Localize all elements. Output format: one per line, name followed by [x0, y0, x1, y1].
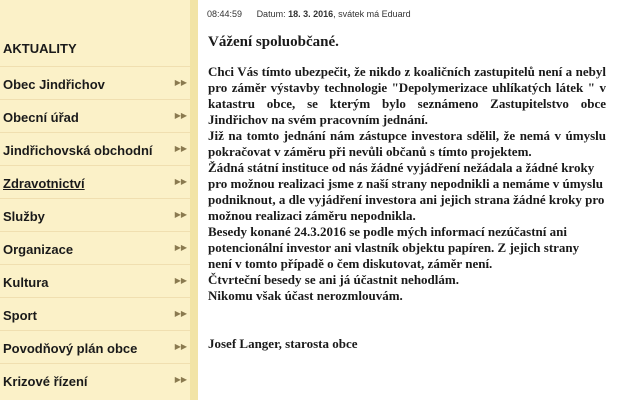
sidebar-item-jindrichovska-obchodni[interactable] [0, 132, 190, 165]
double-arrow-icon: ▶▶ [174, 375, 187, 384]
sidebar-item-label: Sport [3, 308, 37, 323]
date-time-bar [207, 9, 411, 19]
sidebar-item-organizace[interactable] [0, 231, 190, 264]
sidebar-item-kultura[interactable] [0, 264, 190, 297]
article-paragraph: Již na tomto jednání nám zástupce investora sdělil, že nemá v úmyslu pokračovat v záměru při nevůli občanů s tímto projektem. [208, 128, 606, 159]
article-paragraph: Besedy konané 24.3.2016 se podle mých informací nezúčastní ani potencionální investor ani vlastník objektu papíren. Z jejich strany není v tomto případě o čem diskutovat, záměr není. [208, 224, 580, 271]
double-arrow-icon: ▶▶ [174, 210, 187, 219]
sidebar-divider [190, 0, 198, 400]
double-arrow-icon: ▶▶ [174, 342, 187, 351]
article-heading: Vážení spoluobčané. [208, 34, 339, 50]
sidebar-item-label: Jindřichovská obchodní [3, 143, 153, 158]
sidebar-item-label: Obecní úřad [3, 110, 79, 125]
sidebar [0, 0, 190, 400]
sidebar-item-label: Kultura [3, 275, 49, 290]
double-arrow-icon: ▶▶ [174, 177, 187, 186]
sidebar-item-label: Obec Jindřichov [3, 77, 105, 92]
sidebar-item-krizove-rizeni[interactable] [0, 363, 190, 396]
sidebar-heading: AKTUALITY [3, 41, 77, 56]
sidebar-item-sluzby[interactable] [0, 198, 190, 231]
sidebar-item-label: Krizové řízení [3, 374, 88, 389]
article-paragraph: Chci Vás tímto ubezpečit, že nikdo z koaličních zastupitelů není a nebyl pro záměr výstavby technologie "Depolymerizace uhlíkatých látek " v katastru obce, se kterým bylo seznámeno Zastupitelstvo obce Jindřichov na svém pracovním jednání. [208, 64, 606, 127]
date-value: 18. 3. 2016 [288, 9, 334, 19]
article-paragraph: Čtvrteční besedy se ani já účastnit nehodlám. [208, 272, 459, 287]
clock-time: 08:44:59 [207, 9, 243, 19]
double-arrow-icon: ▶▶ [174, 78, 187, 87]
double-arrow-icon: ▶▶ [174, 309, 187, 318]
nameday-text: , svátek má Eduard [333, 9, 411, 19]
article [208, 34, 606, 352]
date-label: Datum: [256, 9, 286, 19]
double-arrow-icon: ▶▶ [174, 111, 187, 120]
sidebar-item-zdravotnictvi[interactable] [0, 165, 190, 198]
sidebar-item-povodnovy-plan-obce[interactable] [0, 330, 190, 363]
double-arrow-icon: ▶▶ [174, 144, 187, 153]
sidebar-item-label: Služby [3, 209, 45, 224]
sidebar-item-obec-jindrichov[interactable] [0, 66, 190, 99]
article-paragraph: Žádná státní instituce od nás žádné vyjádření nežádala a žádné kroky pro možnou realizaci jsme z naší strany nepodnikli a nemáme v úmyslu podniknout, a dle vyjádření investora ani jejich strana žádné kroky pro možnou realizaci záměru nepodnikla. [208, 160, 605, 223]
sidebar-item-label: Povodňový plán obce [3, 341, 138, 356]
article-paragraph: Nikomu však účast nerozmlouvám. [208, 288, 403, 303]
spacer [208, 304, 606, 336]
double-arrow-icon: ▶▶ [174, 276, 187, 285]
sidebar-item-label: Zdravotnictví [3, 176, 85, 191]
sidebar-item-sport[interactable] [0, 297, 190, 330]
sidebar-item-obecni-urad[interactable] [0, 99, 190, 132]
sidebar-item-label: Organizace [3, 242, 74, 257]
double-arrow-icon: ▶▶ [174, 243, 187, 252]
article-signature: Josef Langer, starosta obce [208, 336, 358, 351]
